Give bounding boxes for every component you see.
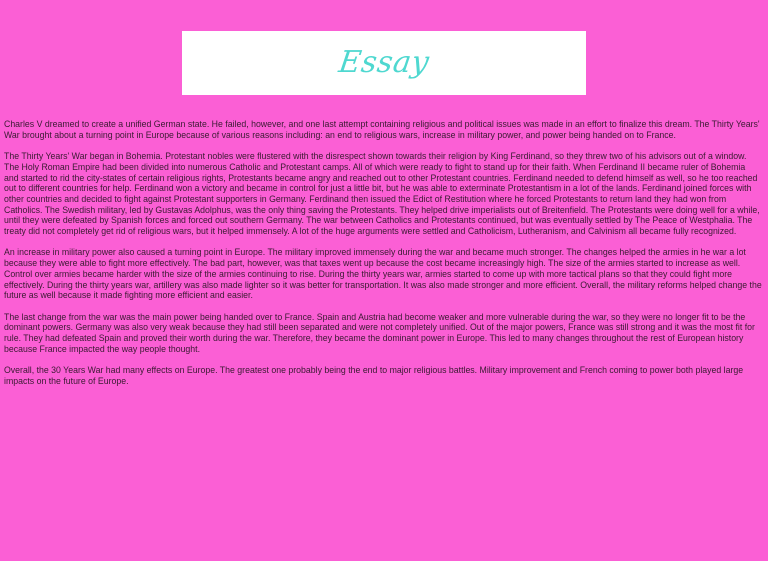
essay-paragraph-religious-wars: The Thirty Years' War began in Bohemia. Protestant nobles were flustered with the disrespect shown towards their religion by King Ferdinand, so they threw two of his advisors out of a window. The Holy Roman Empire had been divided into numerous Catholic and Protestant camps. All of which were ready to fight to stand up for their faith. When Ferdinand II became ruler of Bohemia and started to rid the city-states of certain religious rights, Protestants became angry and reached out to other Protestant countries. Ferdinand needed to defend himself as well, so he too reached out to different countries for help. Ferdinand won a victory and became in control for just a little bit, but he was able to exterminate Protestantism in a lot of the lands. Ferdinand joined forces with other countries and decided to fight against Protestant supporters in Germany. Ferdinand then issued the Edict of Restitution where he forced Protestants to return land they had won from Catholics. The Swedish military, led by Gustavas Adolphus, was the only thing saving the Protestants. They helped drive imperialists out of Breitenfield. The Protestants were doing well for a while, until they were defeated by Spanish forces and forced out southern Germany. The war between Catholics and Protestants continued, but was eventually settled by The Peace of Westphalia. The treaty did not completely get rid of religious wars, but it helped immensely. A lot of the huge arguments were settled and Catholicism, Lutheranism, and Calvinism all became fully recognized. [4, 151, 760, 237]
essay-paragraph-military-power: An increase in military power also caused a turning point in Europe. The military improved immensely during the war and became much stronger. The changes helped the armies in he war a lot because they were able to fight more effectively. The bad part, however, was that taxes went up because the cost became increasingly high. The size of the armies started to increase as well. Control over armies became harder with the size of the armies continuing to rise. During the thirty years war, armies started to come up with more tactical plans so that they could fight more effectively. During the thirty years war, artillery was also made lighter so it was better for transportation. It was also made stronger and more efficient. Overall, the military reforms helped change the future as well because it made fighting more efficient and easier. [4, 247, 762, 301]
essay-paragraph-conclusion: Overall, the 30 Years War had many effects on Europe. The greatest one probably being the end to major religious battles. Military improvement and French coming to power both played large impacts on the future of Europe. [4, 365, 744, 386]
essay-paragraph-france-power: The last change from the war was the main power being handed over to France. Spain and Austria had become weaker and more vulnerable during the war, so they were no longer fit to be the dominant powers. Germany was also very weak because they had still been separated and were not completely unified. Out of the major powers, France was still strong and it was the most fit for rule. They had defeated Spain and proved their worth during the war. Therefore, they became the dominant power in Europe. This led to many changes throughout the rest of European history because France impacted the way people thought. [4, 311, 755, 354]
essay-body [4, 119, 762, 397]
essay-title-banner [182, 31, 586, 95]
essay-title: Essay [336, 45, 432, 80]
essay-paragraph-intro: Charles V dreamed to create a unified German state. He failed, however, and one last attempt containing religious and political issues was made in an effort to finalize this dream. The Thirty Years' War brought about a turning point in Europe because of various reasons including: an end to religious wars, increase in military power, and power being handed on to France. [4, 119, 760, 140]
